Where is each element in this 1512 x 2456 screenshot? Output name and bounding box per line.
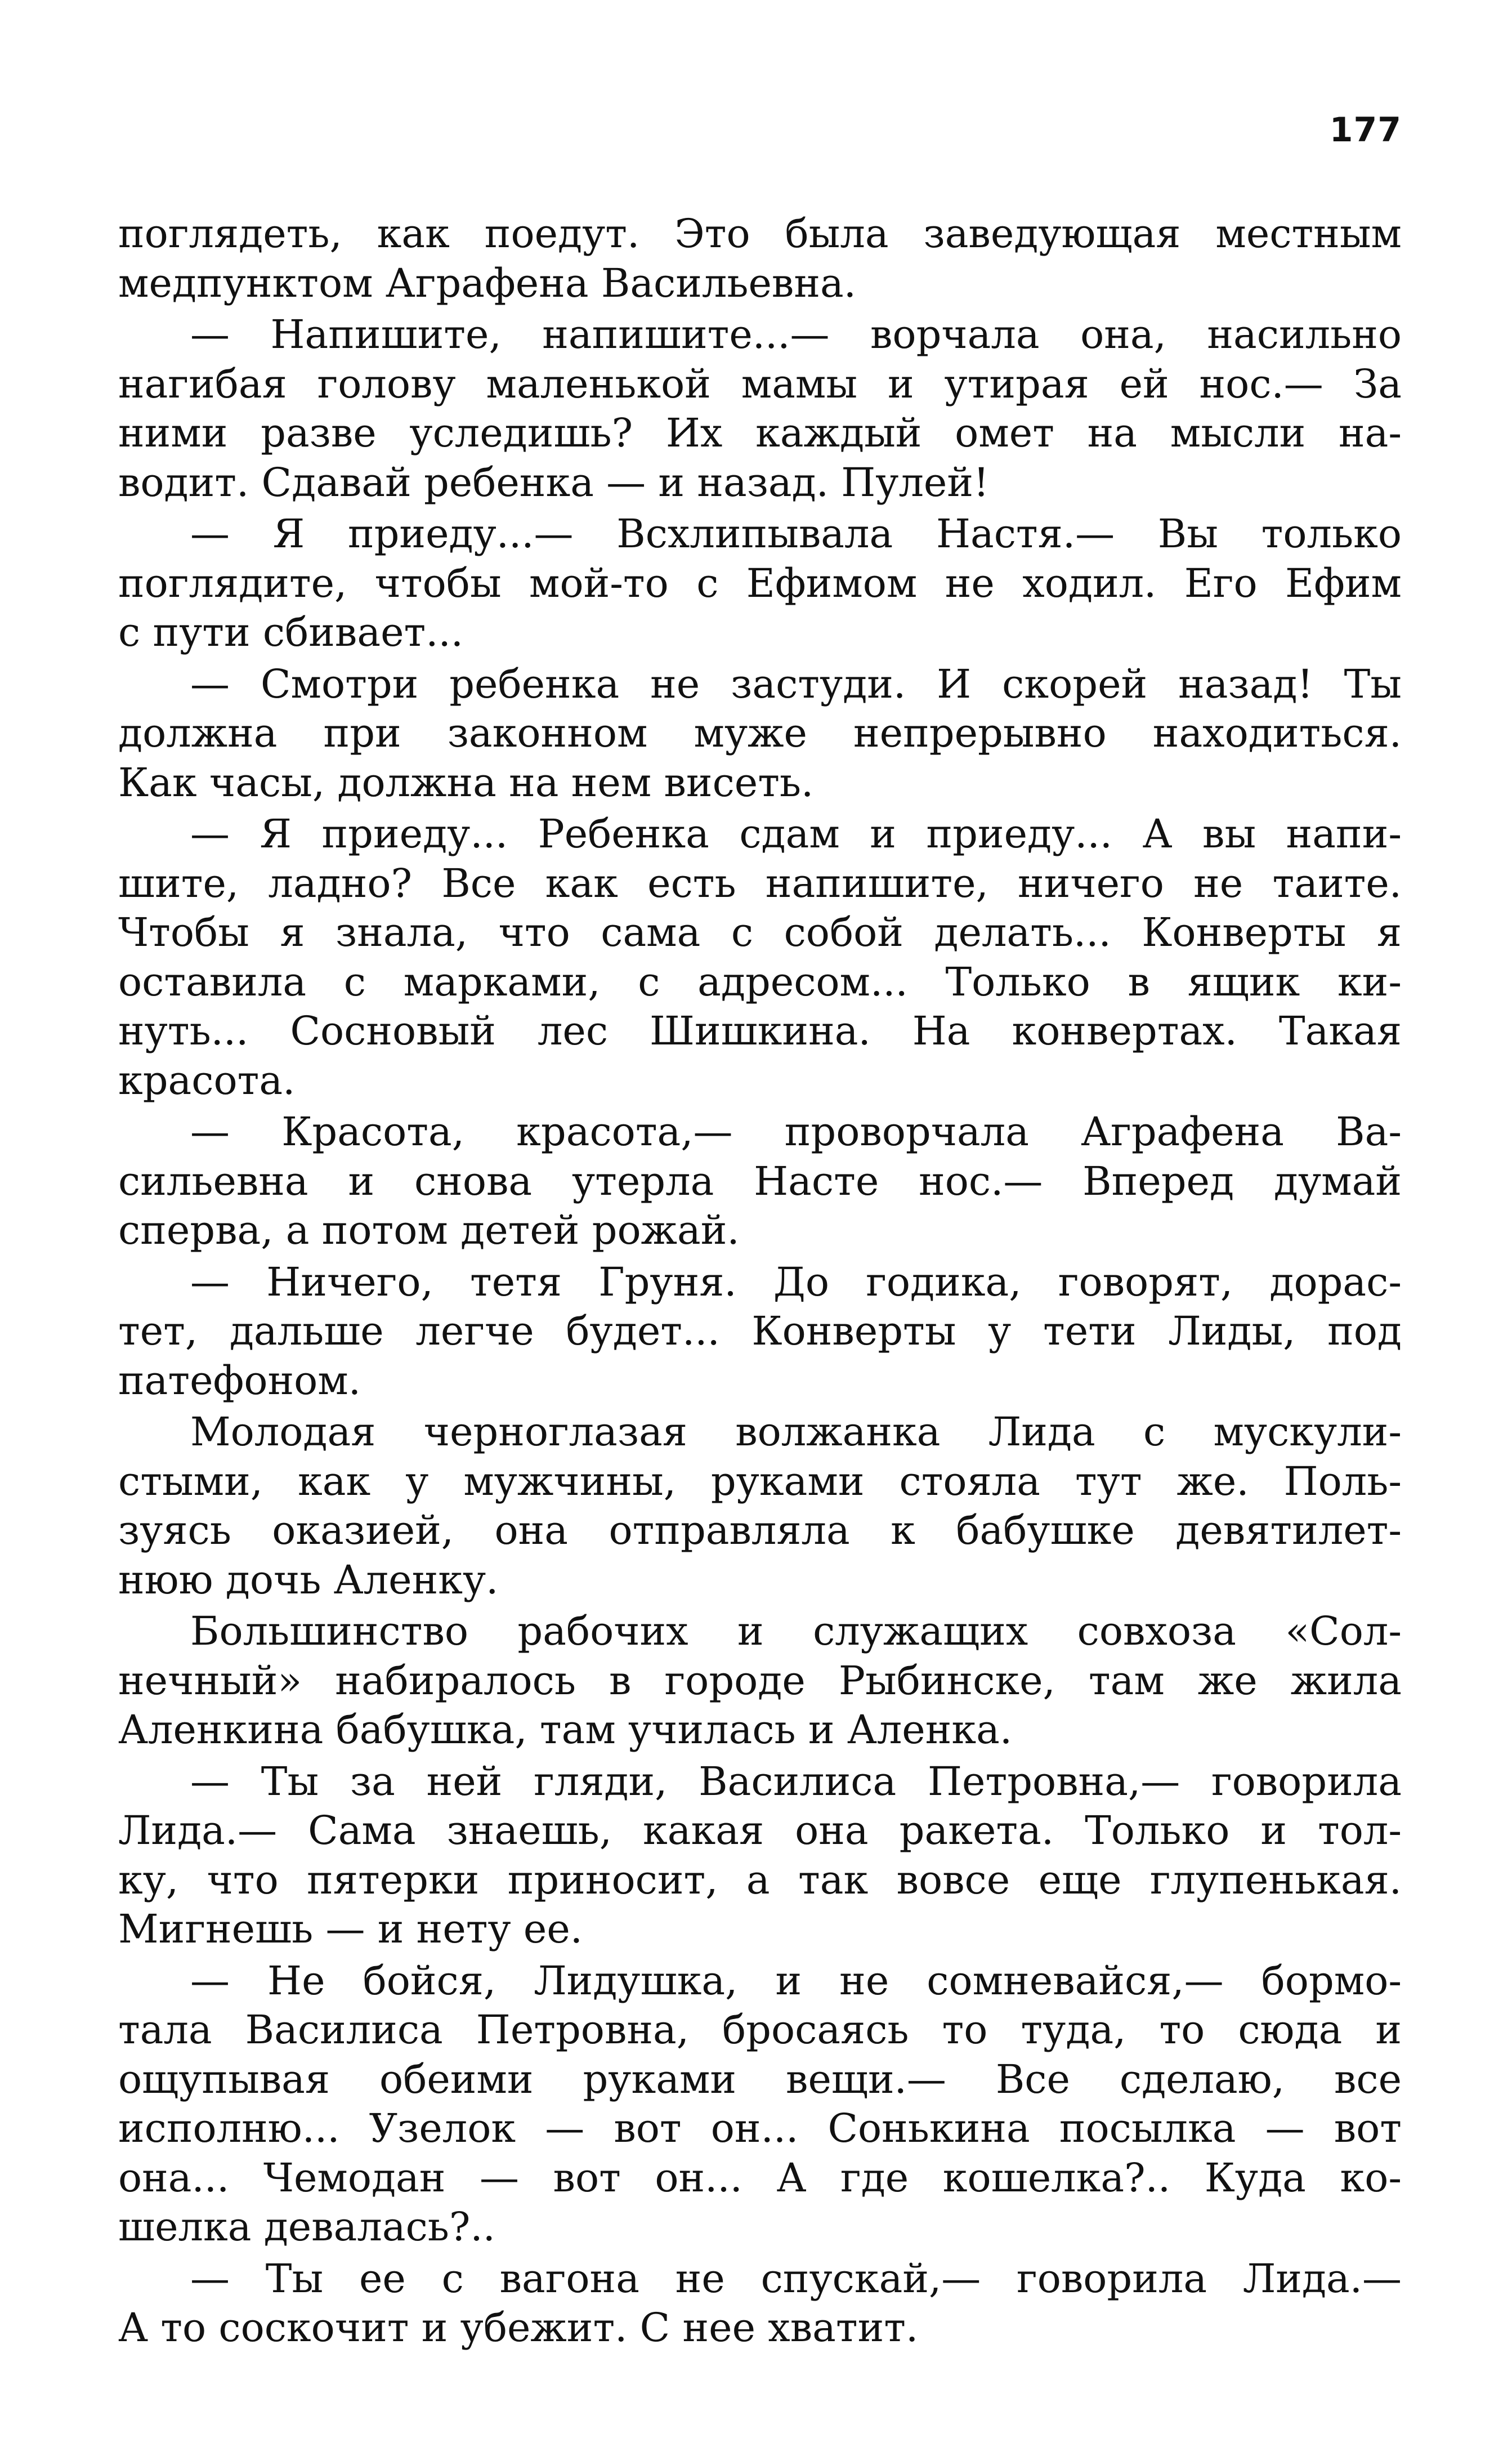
text-line: стыми, как у мужчины, руками стояла тут же. Поль- xyxy=(118,1458,1402,1504)
text-line: исполню... Узелок — вот он... Сонькина посылка — вот xyxy=(118,2105,1402,2151)
text-line: патефоном. xyxy=(118,1357,361,1404)
text-line: тала Василиса Петровна, бросаясь то туда, то сюда и xyxy=(118,2007,1402,2053)
paragraph-first-line: — Красота, красота,— проворчала Аграфена Ва- xyxy=(190,1109,1402,1155)
text-line: оставила с марками, с адресом... Только в ящик ки- xyxy=(118,958,1402,1005)
paragraph-first-line: — Ты за ней гляди, Василиса Петровна,— говорила xyxy=(190,1758,1402,1805)
text-line: Чтобы я знала, что сама с собой делать... Конверты я xyxy=(118,909,1402,955)
text-line: А то соскочит и убежит. С нее хватит. xyxy=(118,2305,919,2351)
text-line: поглядеть, как поедут. Это была заведующая местным xyxy=(118,211,1402,257)
body-text xyxy=(118,209,1402,2353)
text-line: шите, ладно? Все как есть напишите, ничего не таите. xyxy=(118,860,1402,907)
text-line: сильевна и снова утерла Насте нос.— Вперед думай xyxy=(118,1158,1402,1204)
text-line: должна при законном муже непрерывно находиться. xyxy=(118,710,1402,756)
text-line: медпунктом Аграфена Васильевна. xyxy=(118,260,856,306)
text-line: Лида.— Сама знаешь, какая она ракета. Только и тол- xyxy=(118,1807,1402,1854)
text-line: ку, что пятерки приносит, а так вовсе еще глупенькая. xyxy=(118,1856,1402,1903)
paragraph-first-line: — Я приеду... Ребенка сдам и приеду... А вы напи- xyxy=(190,811,1402,857)
text-line: нуть... Сосновый лес Шишкина. На конвертах. Такая xyxy=(118,1008,1402,1054)
text-line: поглядите, чтобы мой-то с Ефимом не ходил. Его Ефим xyxy=(118,560,1402,606)
paragraph-first-line: Молодая черноглазая волжанка Лида с мускули- xyxy=(190,1409,1402,1455)
paragraph-first-line: — Напишите, напишите...— ворчала она, насильно xyxy=(190,311,1402,358)
page-number: 177 xyxy=(1329,110,1402,150)
paragraph-first-line: — Смотри ребенка не застуди. И скорей назад! Ты xyxy=(190,660,1402,707)
text-line: нечный» набиралось в городе Рыбинске, там же жила xyxy=(118,1657,1402,1704)
paragraph-first-line: — Не бойся, Лидушка, и не сомневайся,— бормо- xyxy=(190,1957,1402,2004)
text-line: водит. Сдавай ребенка — и назад. Пулей! xyxy=(118,459,990,506)
text-line: нагибая голову маленькой мамы и утирая ей нос.— За xyxy=(118,360,1402,407)
paragraph-first-line: — Ты ее с вагона не спускай,— говорила Лида.— xyxy=(190,2255,1402,2302)
text-line: нюю дочь Аленку. xyxy=(118,1556,499,1603)
text-line: ощупывая обеими руками вещи.— Все сделаю, все xyxy=(118,2056,1402,2102)
paragraph-first-line: — Ничего, тетя Груня. До годика, говорят, дорас- xyxy=(190,1258,1402,1305)
text-line: Аленкина бабушка, там училась и Аленка. xyxy=(118,1707,1013,1753)
paragraph-first-line: Большинство рабочих и служащих совхоза «Сол- xyxy=(190,1608,1402,1654)
text-line: ними разве уследишь? Их каждый омет на мысли на- xyxy=(118,410,1402,456)
text-line: Как часы, должна на нем висеть. xyxy=(118,759,814,806)
text-line: красота. xyxy=(118,1057,296,1104)
text-line: с пути сбивает... xyxy=(118,609,463,655)
text-line: она... Чемодан — вот он... А где кошелка?.. Куда ко- xyxy=(118,2154,1402,2201)
text-line: тет, дальше легче будет... Конверты у тети Лиды, под xyxy=(118,1308,1402,1354)
paragraph-first-line: — Я приеду...— Всхлипывала Настя.— Вы только xyxy=(190,511,1402,557)
text-line: шелка девалась?.. xyxy=(118,2204,495,2250)
text-line: зуясь оказией, она отправляла к бабушке девятилет- xyxy=(118,1507,1402,1553)
text-line: сперва, а потом детей рожай. xyxy=(118,1207,740,1253)
text-line: Мигнешь — и нету ее. xyxy=(118,1906,583,1952)
